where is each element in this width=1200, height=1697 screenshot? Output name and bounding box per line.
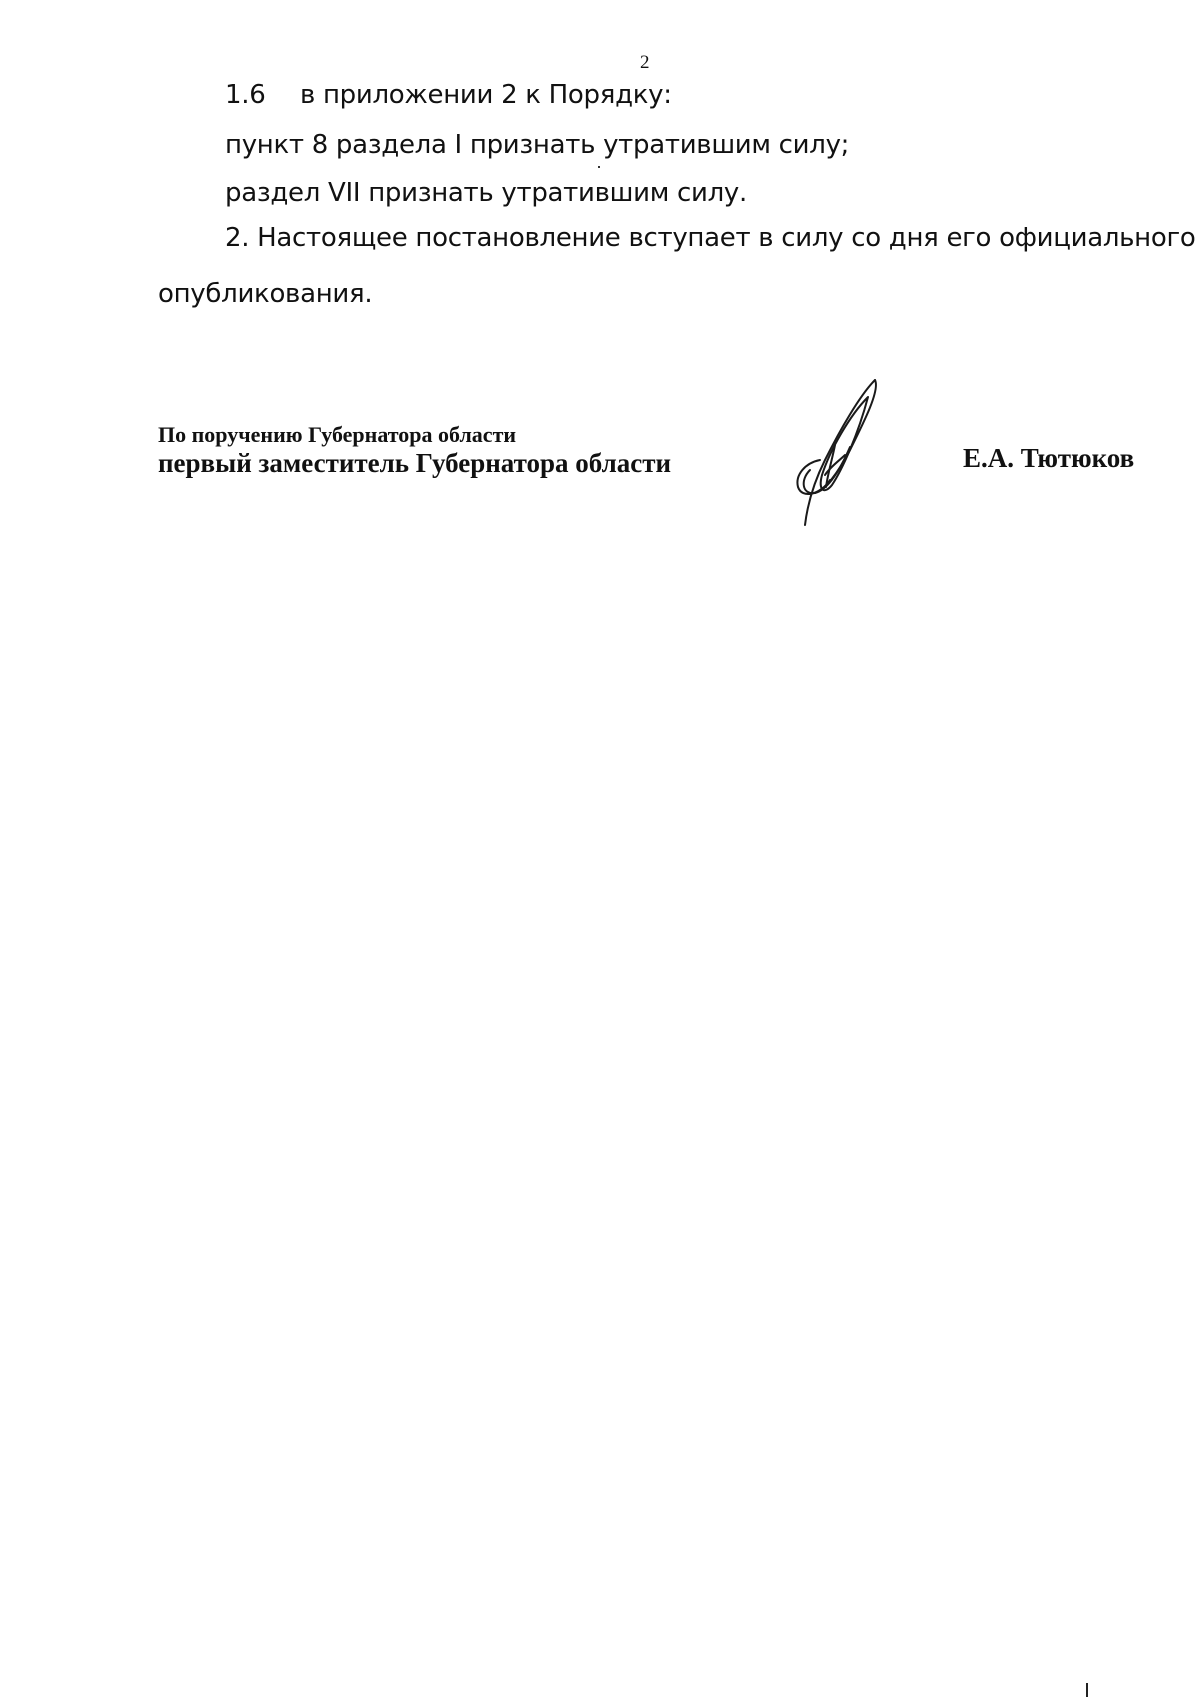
scan-edge-mark [1086, 1683, 1088, 1697]
paragraph-2-first-line: 2. Настоящее постановление вступает в силу со дня его официального [225, 223, 1196, 253]
page-number: 2 [640, 52, 650, 73]
text-line-point-8: пункт 8 раздела I признать утратившим силу; [225, 130, 850, 160]
signature-authority-line: По поручению Губернатора области [158, 422, 517, 447]
item-number: 1.6 [225, 80, 266, 110]
item-title: в приложении 2 к Порядку: [300, 80, 672, 110]
signatory-position: первый заместитель Губернатора области [158, 448, 672, 478]
text-line-section-7: раздел VII признать утратившим силу. [225, 178, 747, 208]
paragraph-2-second-line: опубликования. [158, 279, 373, 309]
signature-icon [780, 375, 890, 530]
signatory-name: Е.А. Тютюков [963, 443, 1135, 473]
scan-speck [598, 166, 600, 168]
